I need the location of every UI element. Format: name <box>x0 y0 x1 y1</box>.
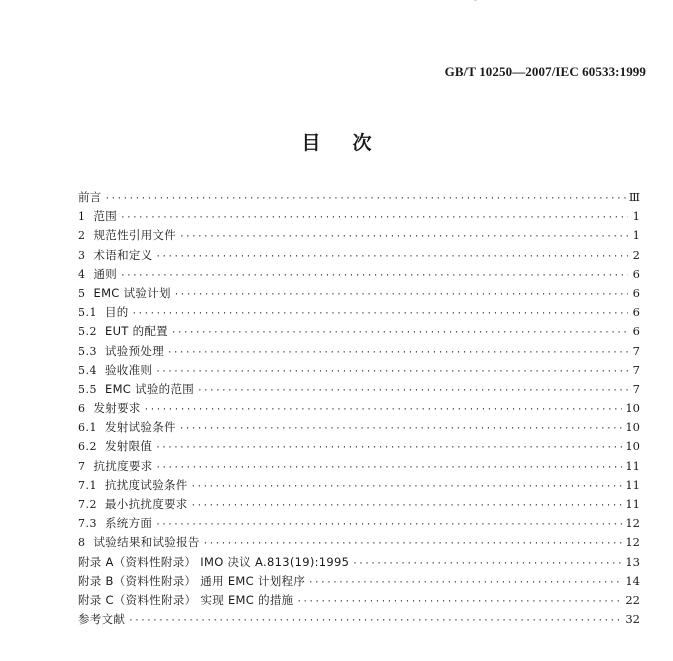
toc-entry-number: 5 <box>78 286 86 300</box>
toc-dot-leader <box>156 248 629 267</box>
toc-entry-title: 发射限值 <box>105 439 153 454</box>
toc-entry-page: 11 <box>625 497 640 511</box>
toc-entry-title: 验收准则 <box>105 362 153 377</box>
toc-entry[interactable] <box>78 399 640 418</box>
toc-entry-page: 11 <box>625 458 640 473</box>
toc-title-left: 目 <box>301 132 321 154</box>
toc-entry-page: 13 <box>625 554 640 569</box>
toc-entry-page: 22 <box>625 592 640 607</box>
toc-entry-page: 12 <box>625 535 640 550</box>
toc-entry-title: 发射要求 <box>93 401 141 416</box>
toc-entry-title: 参考文献 <box>78 612 126 627</box>
toc-entry[interactable] <box>78 553 640 572</box>
toc-entry-title: 术语和定义 <box>93 247 153 262</box>
toc-entry-page: 10 <box>625 420 640 435</box>
toc-entry-title: 最小抗扰度要求 <box>105 497 188 511</box>
toc-entry-page: 7 <box>632 381 640 396</box>
toc-entry-number: 6.1 <box>78 421 97 435</box>
toc-entry-title: 目的 <box>105 305 129 320</box>
toc-entry[interactable] <box>78 342 640 361</box>
toc-entry[interactable] <box>78 226 640 245</box>
toc-entry-title: 前言 <box>78 190 102 204</box>
toc-dot-leader <box>120 267 628 286</box>
toc-entry-page: 12 <box>625 516 640 531</box>
table-of-contents <box>78 188 640 629</box>
toc-entry[interactable] <box>78 437 640 456</box>
toc-entry[interactable] <box>78 418 640 437</box>
toc-dot-leader <box>197 382 628 401</box>
toc-entry[interactable] <box>78 514 640 533</box>
toc-entry[interactable] <box>78 361 640 380</box>
toc-entry-number: 3 <box>78 248 86 262</box>
toc-entry-page: 6 <box>632 266 640 281</box>
toc-dot-leader <box>156 459 623 478</box>
toc-entry[interactable] <box>78 380 640 399</box>
toc-entry-page: 6 <box>632 305 640 320</box>
toc-entry-number: 1 <box>78 210 86 224</box>
toc-entry-page: 1 <box>632 228 640 243</box>
toc-dot-leader <box>179 420 623 439</box>
toc-entry-title: 附录 C（资料性附录） 实现 EMC 的措施 <box>78 592 294 607</box>
toc-entry-page: 6 <box>632 324 640 339</box>
toc-dot-leader <box>155 516 622 535</box>
toc-entry[interactable] <box>78 533 640 552</box>
toc-entry-page: 10 <box>625 401 640 416</box>
toc-entry[interactable] <box>78 246 640 265</box>
toc-entry-page: 10 <box>625 439 640 454</box>
toc-entry-page: 7 <box>632 362 640 377</box>
toc-entry-number: 7.3 <box>78 517 97 531</box>
toc-entry-title: 抗扰度试验条件 <box>105 477 188 492</box>
toc-dot-leader <box>352 555 622 574</box>
toc-entry-title: 规范性引用文件 <box>93 228 177 243</box>
toc-entry-number: 4 <box>78 267 86 281</box>
toc-entry[interactable] <box>78 610 640 629</box>
toc-entry-number: 7 <box>78 459 86 473</box>
toc-entry-title: EMC 试验的范围 <box>105 381 195 396</box>
toc-entry[interactable] <box>78 207 640 226</box>
toc-title <box>0 128 673 155</box>
toc-entry-number: 5.1 <box>78 306 97 320</box>
toc-entry-title: 发射试验条件 <box>105 420 176 435</box>
scan-speck <box>474 0 477 1</box>
toc-entry-number: 6 <box>78 402 86 416</box>
toc-entry-page: 14 <box>625 573 640 588</box>
toc-entry-page: 7 <box>632 343 640 358</box>
toc-dot-leader <box>105 190 626 209</box>
toc-entry-page: 2 <box>632 247 640 262</box>
toc-entry-page: 6 <box>632 285 640 300</box>
toc-entry-number: 5.2 <box>78 325 97 339</box>
toc-entry[interactable] <box>78 591 640 610</box>
toc-entry[interactable] <box>78 457 640 476</box>
toc-dot-leader <box>128 612 622 631</box>
toc-dot-leader <box>174 286 628 305</box>
toc-entry-page: 32 <box>625 612 640 627</box>
toc-dot-leader <box>155 439 622 458</box>
toc-dot-leader <box>308 574 622 593</box>
toc-entry-title: EMC 试验计划 <box>93 285 171 300</box>
toc-entry-number: 5.4 <box>78 363 97 377</box>
toc-entry-title: 附录 A（资料性附录） IMO 决议 A.813(19):1995 <box>78 554 350 569</box>
toc-entry-page: Ⅲ <box>628 190 640 204</box>
toc-entry-title: 试验预处理 <box>105 343 164 358</box>
toc-dot-leader <box>191 478 623 497</box>
toc-dot-leader <box>171 324 628 343</box>
toc-entry-title: 范围 <box>93 209 118 224</box>
toc-entry-title: 系统方面 <box>105 516 153 531</box>
toc-entry[interactable] <box>78 572 640 591</box>
toc-entry[interactable] <box>78 265 640 284</box>
toc-entry-title: 附录 B（资料性附录） 通用 EMC 计划程序 <box>78 573 306 588</box>
standard-code: GB/T 10250—2007/IEC 60533:1999 <box>444 64 646 79</box>
toc-dot-leader <box>191 497 623 516</box>
toc-entry-number: 2 <box>78 229 86 243</box>
toc-entry-number: 5.5 <box>78 382 97 396</box>
toc-entry-number: 8 <box>78 536 86 550</box>
toc-dot-leader <box>132 305 628 324</box>
toc-dot-leader <box>120 209 628 228</box>
toc-entry-number: 7.1 <box>78 478 97 492</box>
toc-entry-page: 1 <box>632 209 640 224</box>
toc-entry[interactable] <box>78 322 640 341</box>
toc-entry-number: 5.3 <box>78 344 97 358</box>
toc-entry-title: 通则 <box>93 266 118 281</box>
toc-entry-page: 11 <box>625 477 640 492</box>
toc-entry[interactable] <box>78 188 640 207</box>
toc-dot-leader <box>296 593 622 612</box>
toc-entry-title: EUT 的配置 <box>105 324 168 339</box>
toc-dot-leader <box>144 401 623 420</box>
toc-entry-number: 7.2 <box>78 498 97 511</box>
toc-entry[interactable] <box>78 476 640 495</box>
toc-dot-leader <box>167 344 628 363</box>
toc-entry[interactable] <box>78 284 640 303</box>
toc-entry-title: 抗扰度要求 <box>93 458 153 473</box>
toc-dot-leader <box>179 228 628 247</box>
toc-title-right: 次 <box>352 132 372 154</box>
toc-entry-title: 试验结果和试验报告 <box>93 535 200 550</box>
toc-dot-leader <box>155 363 628 382</box>
toc-entry[interactable] <box>78 303 640 322</box>
toc-entry[interactable] <box>78 495 640 514</box>
toc-entry-number: 6.2 <box>78 440 97 454</box>
